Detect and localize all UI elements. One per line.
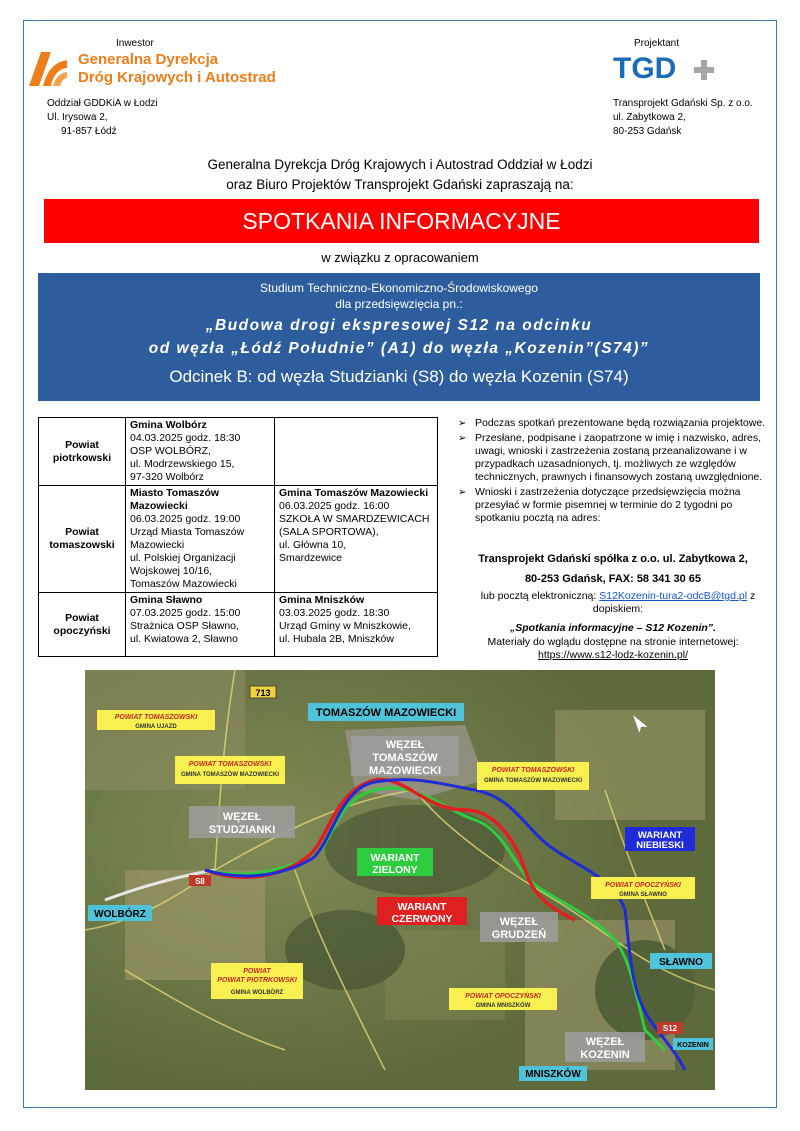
variant-label-red	[377, 897, 467, 925]
investor-address-line: Oddział GDDKiA w Łodzi	[47, 98, 158, 109]
svg-text:713: 713	[255, 688, 271, 698]
svg-text:CZERWONY: CZERWONY	[391, 913, 453, 925]
meeting-line: Urząd Gminy w Mniszkowie,	[279, 620, 411, 632]
table-row	[39, 486, 438, 593]
road-sign-s12	[657, 1022, 683, 1034]
gmina-name: Gmina Sławno	[130, 594, 203, 606]
meetings-banner: SPOTKANIA INFORMACYJNE	[44, 199, 759, 243]
postal-address-line1: Transprojekt Gdański spółka z o.o. ul. Zabytkowa 2,	[478, 553, 748, 565]
investor-name-line1: Generalna Dyrekcja	[78, 51, 219, 68]
svg-text:MAZOWIECKI: MAZOWIECKI	[368, 765, 442, 777]
svg-text:ZIELONY: ZIELONY	[372, 864, 418, 876]
study-line5: Odcinek B: od węzła Studzianki (S8) do węzła Kozenin (S74)	[169, 367, 629, 386]
meeting-line: 06.03.2025 godz. 16:00	[279, 500, 390, 512]
svg-text:SŁAWNO: SŁAWNO	[659, 957, 703, 968]
investor-address-line: 91-857 Łódź	[61, 126, 117, 137]
junction-label-grudzen	[480, 912, 558, 942]
designer-address-line: 80-253 Gdańsk	[613, 126, 682, 137]
study-line1: Studium Techniczno-Ekonomiczno-Środowiskowego	[260, 281, 538, 295]
meeting-line: ul. Kwiatowa 2, Sławno	[130, 633, 238, 645]
materials-info	[448, 636, 778, 662]
admin-label-mniszkow	[449, 988, 557, 1010]
admin-label-ujazd	[97, 710, 215, 730]
svg-text:GRUDZEŃ: GRUDZEŃ	[491, 929, 547, 941]
junction-label-kozenin	[565, 1032, 645, 1062]
invitation-line2: oraz Biuro Projektów Transprojekt Gdański zapraszają na:	[226, 177, 574, 192]
meeting-cell	[126, 486, 275, 593]
investor-address-line: Ul. Irysowa 2,	[47, 112, 108, 123]
svg-text:POWIAT TOMASZOWSKI: POWIAT TOMASZOWSKI	[114, 714, 198, 721]
county-cell: Powiat tomaszowski	[39, 486, 126, 593]
gmina-name: Gmina Wolbórz	[130, 419, 207, 431]
tgd-logo: TGD	[613, 52, 677, 85]
variant-label-green	[357, 848, 433, 876]
list-item: ➢ Przesłane, podpisane i zaopatrzone w imię i nazwisko, adres, uwagi, wnioski i zastrzeżenia zostaną przeanalizowane i w przypadkach uzasadnionych, tj. możliwych ze względów technicznych, prawnych i finansowych zostaną uwzględnione.	[458, 432, 768, 484]
meeting-line: ul. Hubala 2B, Mniszków	[279, 633, 394, 645]
route-map	[85, 670, 715, 1090]
meetings-table	[38, 417, 438, 657]
svg-text:KOZENIN: KOZENIN	[677, 1042, 709, 1049]
svg-text:WARIANT: WARIANT	[370, 852, 420, 864]
study-title-box	[38, 273, 760, 401]
study-line2: dla przedsięwzięcia pn.:	[335, 297, 463, 311]
meeting-cell	[126, 593, 275, 657]
gmina-name: Miasto Tomaszów Mazowiecki	[130, 487, 220, 512]
place-label-kozenin	[673, 1038, 713, 1050]
meeting-line: SZKOŁA W SMARDZEWICACH	[279, 513, 430, 525]
meeting-cell-empty	[275, 418, 438, 486]
email-suffix: z dopiskiem:	[592, 590, 756, 615]
gmina-name: Gmina Mniszków	[279, 594, 365, 606]
meeting-line: Strażnica OSP Sławno,	[130, 620, 239, 632]
county-cell: Powiat opoczyński	[39, 593, 126, 657]
meeting-line: 04.03.2025 godz. 18:30	[130, 432, 241, 444]
svg-text:WĘZEŁ: WĘZEŁ	[585, 1036, 625, 1048]
svg-text:TOMASZÓW MAZOWIECKI: TOMASZÓW MAZOWIECKI	[315, 707, 457, 719]
svg-text:GMINA SŁAWNO: GMINA SŁAWNO	[619, 892, 667, 898]
svg-text:GMINA MNISZKÓW: GMINA MNISZKÓW	[475, 1003, 531, 1009]
meeting-line: (SALA SPORTOWA),	[279, 526, 379, 538]
svg-text:GMINA WOLBÓRZ: GMINA WOLBÓRZ	[230, 990, 284, 996]
junction-label-studzianki	[189, 806, 295, 838]
svg-text:GMINA UJAZD: GMINA UJAZD	[135, 724, 177, 730]
website-link[interactable]: https://www.s12-lodz-kozenin.pl/	[538, 649, 688, 661]
variant-label-blue	[625, 827, 695, 851]
list-item: ➢ Wnioski i zastrzeżenia dotyczące przedsięwzięcia można przesyłać w formie pisemnej w terminie do 2 tygodni po spotkaniu pocztą na adres:	[458, 486, 768, 525]
tgd-plus-icon	[692, 58, 716, 82]
svg-text:POWIAT: POWIAT	[243, 968, 271, 975]
designer-address	[613, 97, 753, 139]
meeting-line: ul. Polskiej Organizacji Wojskowej 10/16,	[130, 552, 236, 577]
admin-label-tomaszow-2	[477, 762, 589, 790]
gddkia-logo-icon	[27, 48, 69, 88]
gmina-name: Gmina Tomaszów Mazowiecki	[279, 487, 429, 499]
list-item: ➢ Podczas spotkań prezentowane będą rozwiązania projektowe.	[458, 417, 768, 430]
svg-text:WĘZEŁ: WĘZEŁ	[385, 739, 425, 751]
svg-text:POWIAT TOMASZOWSKI: POWIAT TOMASZOWSKI	[188, 761, 272, 768]
notes-list	[458, 417, 768, 527]
svg-text:S12: S12	[662, 1024, 678, 1033]
road-sign-713	[250, 686, 276, 698]
in-connection-text: w związku z opracowaniem	[321, 250, 479, 265]
place-label-mniszkow	[519, 1066, 587, 1081]
meeting-cell	[275, 593, 438, 657]
table-row	[39, 418, 438, 486]
svg-text:GMINA TOMASZÓW MAZOWIECKI: GMINA TOMASZÓW MAZOWIECKI	[484, 778, 582, 784]
admin-label-tomaszow-1	[175, 756, 285, 784]
svg-text:WĘZEŁ: WĘZEŁ	[222, 811, 262, 823]
meeting-line: Smardzewice	[279, 552, 343, 564]
place-label-tomaszow	[308, 703, 464, 721]
meeting-line: 07.03.2025 godz. 15:00	[130, 607, 241, 619]
meeting-line: ul. Modrzewskiego 15,	[130, 458, 235, 470]
investor-address	[47, 97, 158, 139]
investor-name	[78, 51, 276, 87]
email-subject: „Spotkania informacyjne – S12 Kozenin”.	[510, 622, 716, 634]
meeting-cell	[126, 418, 275, 486]
meeting-cell	[275, 486, 438, 593]
place-label-wolborz	[88, 905, 152, 921]
svg-text:STUDZIANKI: STUDZIANKI	[208, 824, 276, 836]
study-line4: od węzła „Łódź Południe” (A1) do węzła „Kozenin”(S74)”	[148, 340, 650, 357]
email-prefix: lub pocztą elektroniczną:	[480, 590, 600, 602]
svg-text:KOZENIN: KOZENIN	[580, 1049, 630, 1061]
svg-text:MNISZKÓW: MNISZKÓW	[525, 1069, 581, 1080]
admin-label-slawno	[591, 877, 695, 899]
junction-label-tomaszow	[351, 736, 459, 777]
svg-text:POWIAT PIOTRKOWSKI: POWIAT PIOTRKOWSKI	[217, 977, 297, 984]
meeting-line: ul. Główna 10,	[279, 539, 347, 551]
investor-name-line2: Dróg Krajowych i Autostrad	[78, 69, 276, 86]
invitation-line1: Generalna Dyrekcja Dróg Krajowych i Autostrad Oddział w Łodzi	[207, 157, 593, 172]
svg-text:WĘZEŁ: WĘZEŁ	[499, 916, 539, 928]
meeting-line: Urząd Miasta Tomaszów Mazowiecki	[130, 526, 245, 551]
svg-text:TOMASZÓW: TOMASZÓW	[372, 752, 438, 764]
designer-address-line: ul. Zabytkowa 2,	[613, 112, 686, 123]
place-label-slawno	[650, 953, 712, 969]
svg-text:GMINA TOMASZÓW MAZOWIECKI: GMINA TOMASZÓW MAZOWIECKI	[181, 772, 279, 778]
email-line	[458, 590, 778, 616]
email-link[interactable]: S12Kozenin-tura2-odcB@tgd.pl	[599, 590, 748, 602]
meeting-line: Tomaszów Mazowiecki	[130, 578, 237, 590]
svg-text:S8: S8	[195, 877, 205, 886]
svg-text:POWIAT OPOCZYŃSKI: POWIAT OPOCZYŃSKI	[465, 993, 541, 1000]
meeting-line: 03.03.2025 godz. 18:30	[279, 607, 390, 619]
svg-text:POWIAT OPOCZYŃSKI: POWIAT OPOCZYŃSKI	[605, 882, 681, 889]
admin-label-wolborz	[211, 963, 303, 999]
svg-text:WOLBÓRZ: WOLBÓRZ	[94, 909, 146, 920]
svg-text:POWIAT TOMASZOWSKI: POWIAT TOMASZOWSKI	[491, 767, 575, 774]
svg-text:NIEBIESKI: NIEBIESKI	[636, 840, 684, 851]
table-row	[39, 593, 438, 657]
meeting-line: 97-320 Wolbórz	[130, 471, 204, 483]
svg-text:WARIANT: WARIANT	[637, 830, 683, 841]
investor-label: Inwestor	[116, 38, 154, 49]
meeting-line: 06.03.2025 godz. 19:00	[130, 513, 241, 525]
designer-address-line: Transprojekt Gdański Sp. z o.o.	[613, 98, 753, 109]
meeting-line: OSP WOLBÓRZ,	[130, 445, 211, 457]
svg-text:WARIANT: WARIANT	[397, 901, 447, 913]
road-sign-s8	[189, 875, 211, 886]
invitation-text	[0, 155, 800, 195]
study-line3: „Budowa drogi ekspresowej S12 na odcinku	[205, 317, 593, 334]
postal-address-line2: 80-253 Gdańsk, FAX: 58 341 30 65	[524, 573, 702, 585]
county-cell: Powiat piotrkowski	[39, 418, 126, 486]
designer-label: Projektant	[634, 38, 680, 49]
materials-text: Materiały do wglądu dostępne na stronie internetowej:	[487, 636, 739, 648]
